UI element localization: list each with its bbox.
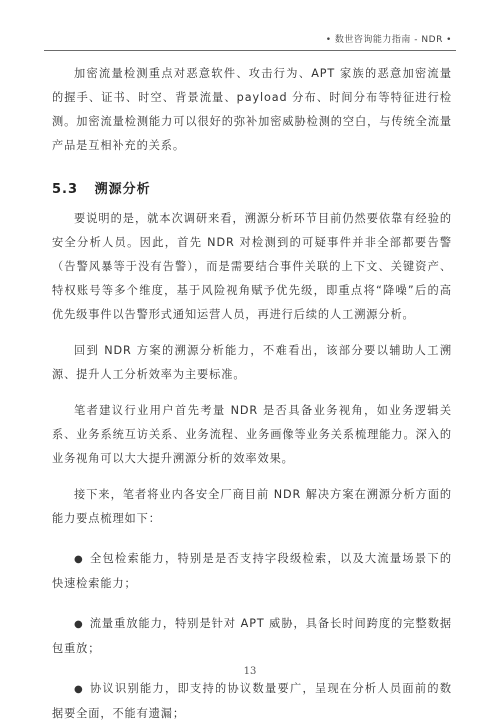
bullet-item [52, 612, 452, 661]
intro-paragraph: 加密流量检测重点对恶意软件、攻击行为、APT 家族的恶意加密流量的握手、证书、时空、背景流量、payload 分布、时间分布等特征进行检测。加密流量检测能力可以很好的弥补加密威胁检测的空白，与传统全流量产品是互相补充的关系。 [52, 67, 452, 152]
page-header [44, 30, 456, 51]
section-heading [52, 178, 452, 197]
bullet-icon: ● [74, 684, 85, 695]
bullet-text: 流量重放能力，特别是针对 APT 威胁，具备长时间跨度的完整数据包重放； [52, 617, 452, 655]
bullet-item [52, 677, 452, 726]
bullet-text: 全包检索能力，特别是是否支持字段级检索，以及大流量场景下的快速检索能力； [52, 552, 452, 590]
bullet-text: 协议识别能力，即支持的协议数量要广，呈现在分析人员面前的数据要全面，不能有遗漏； [52, 682, 452, 720]
section-number: 5.3 [52, 182, 79, 197]
section-title: 溯源分析 [94, 182, 151, 197]
body-paragraph: 回到 NDR 方案的溯源分析能力，不难看出，该部分要以辅助人工溯源、提升人工分析效率为主要标准。 [52, 344, 452, 381]
body-paragraph: 接下来，笔者将业内各安全厂商目前 NDR 解决方案在溯源分析方面的能力要点梳理如下： [52, 488, 452, 525]
bullet-icon: ● [74, 554, 85, 565]
bullet-item [52, 547, 452, 596]
bullet-icon: ● [74, 619, 84, 630]
body-paragraph: 要说明的是，就本次调研来看，溯源分析环节目前仍然要依靠有经验的安全分析人员。因此，首先 NDR 对检测到的可疑事件并非全部都要告警（告警风暴等于没有告警），而是需要结合事件关联的上下文、关键资产、特权账号等多个维度，基于风险视角赋予优先级，即重点将“降噪”后的高优先级事件以告警形式通知运营人员，再进行后续的人工溯源分析。 [52, 212, 452, 321]
header-title: • 数世咨询能力指南 - NDR • [325, 35, 452, 45]
page-content [52, 62, 452, 726]
page-number: 13 [243, 666, 257, 677]
body-paragraph: 笔者建议行业用户首先考量 NDR 是否具备业务视角，如业务逻辑关系、业务系统互访关系、业务流程、业务画像等业务关系梳理能力。深入的业务视角可以大大提升溯源分析的效率效果。 [52, 404, 452, 465]
